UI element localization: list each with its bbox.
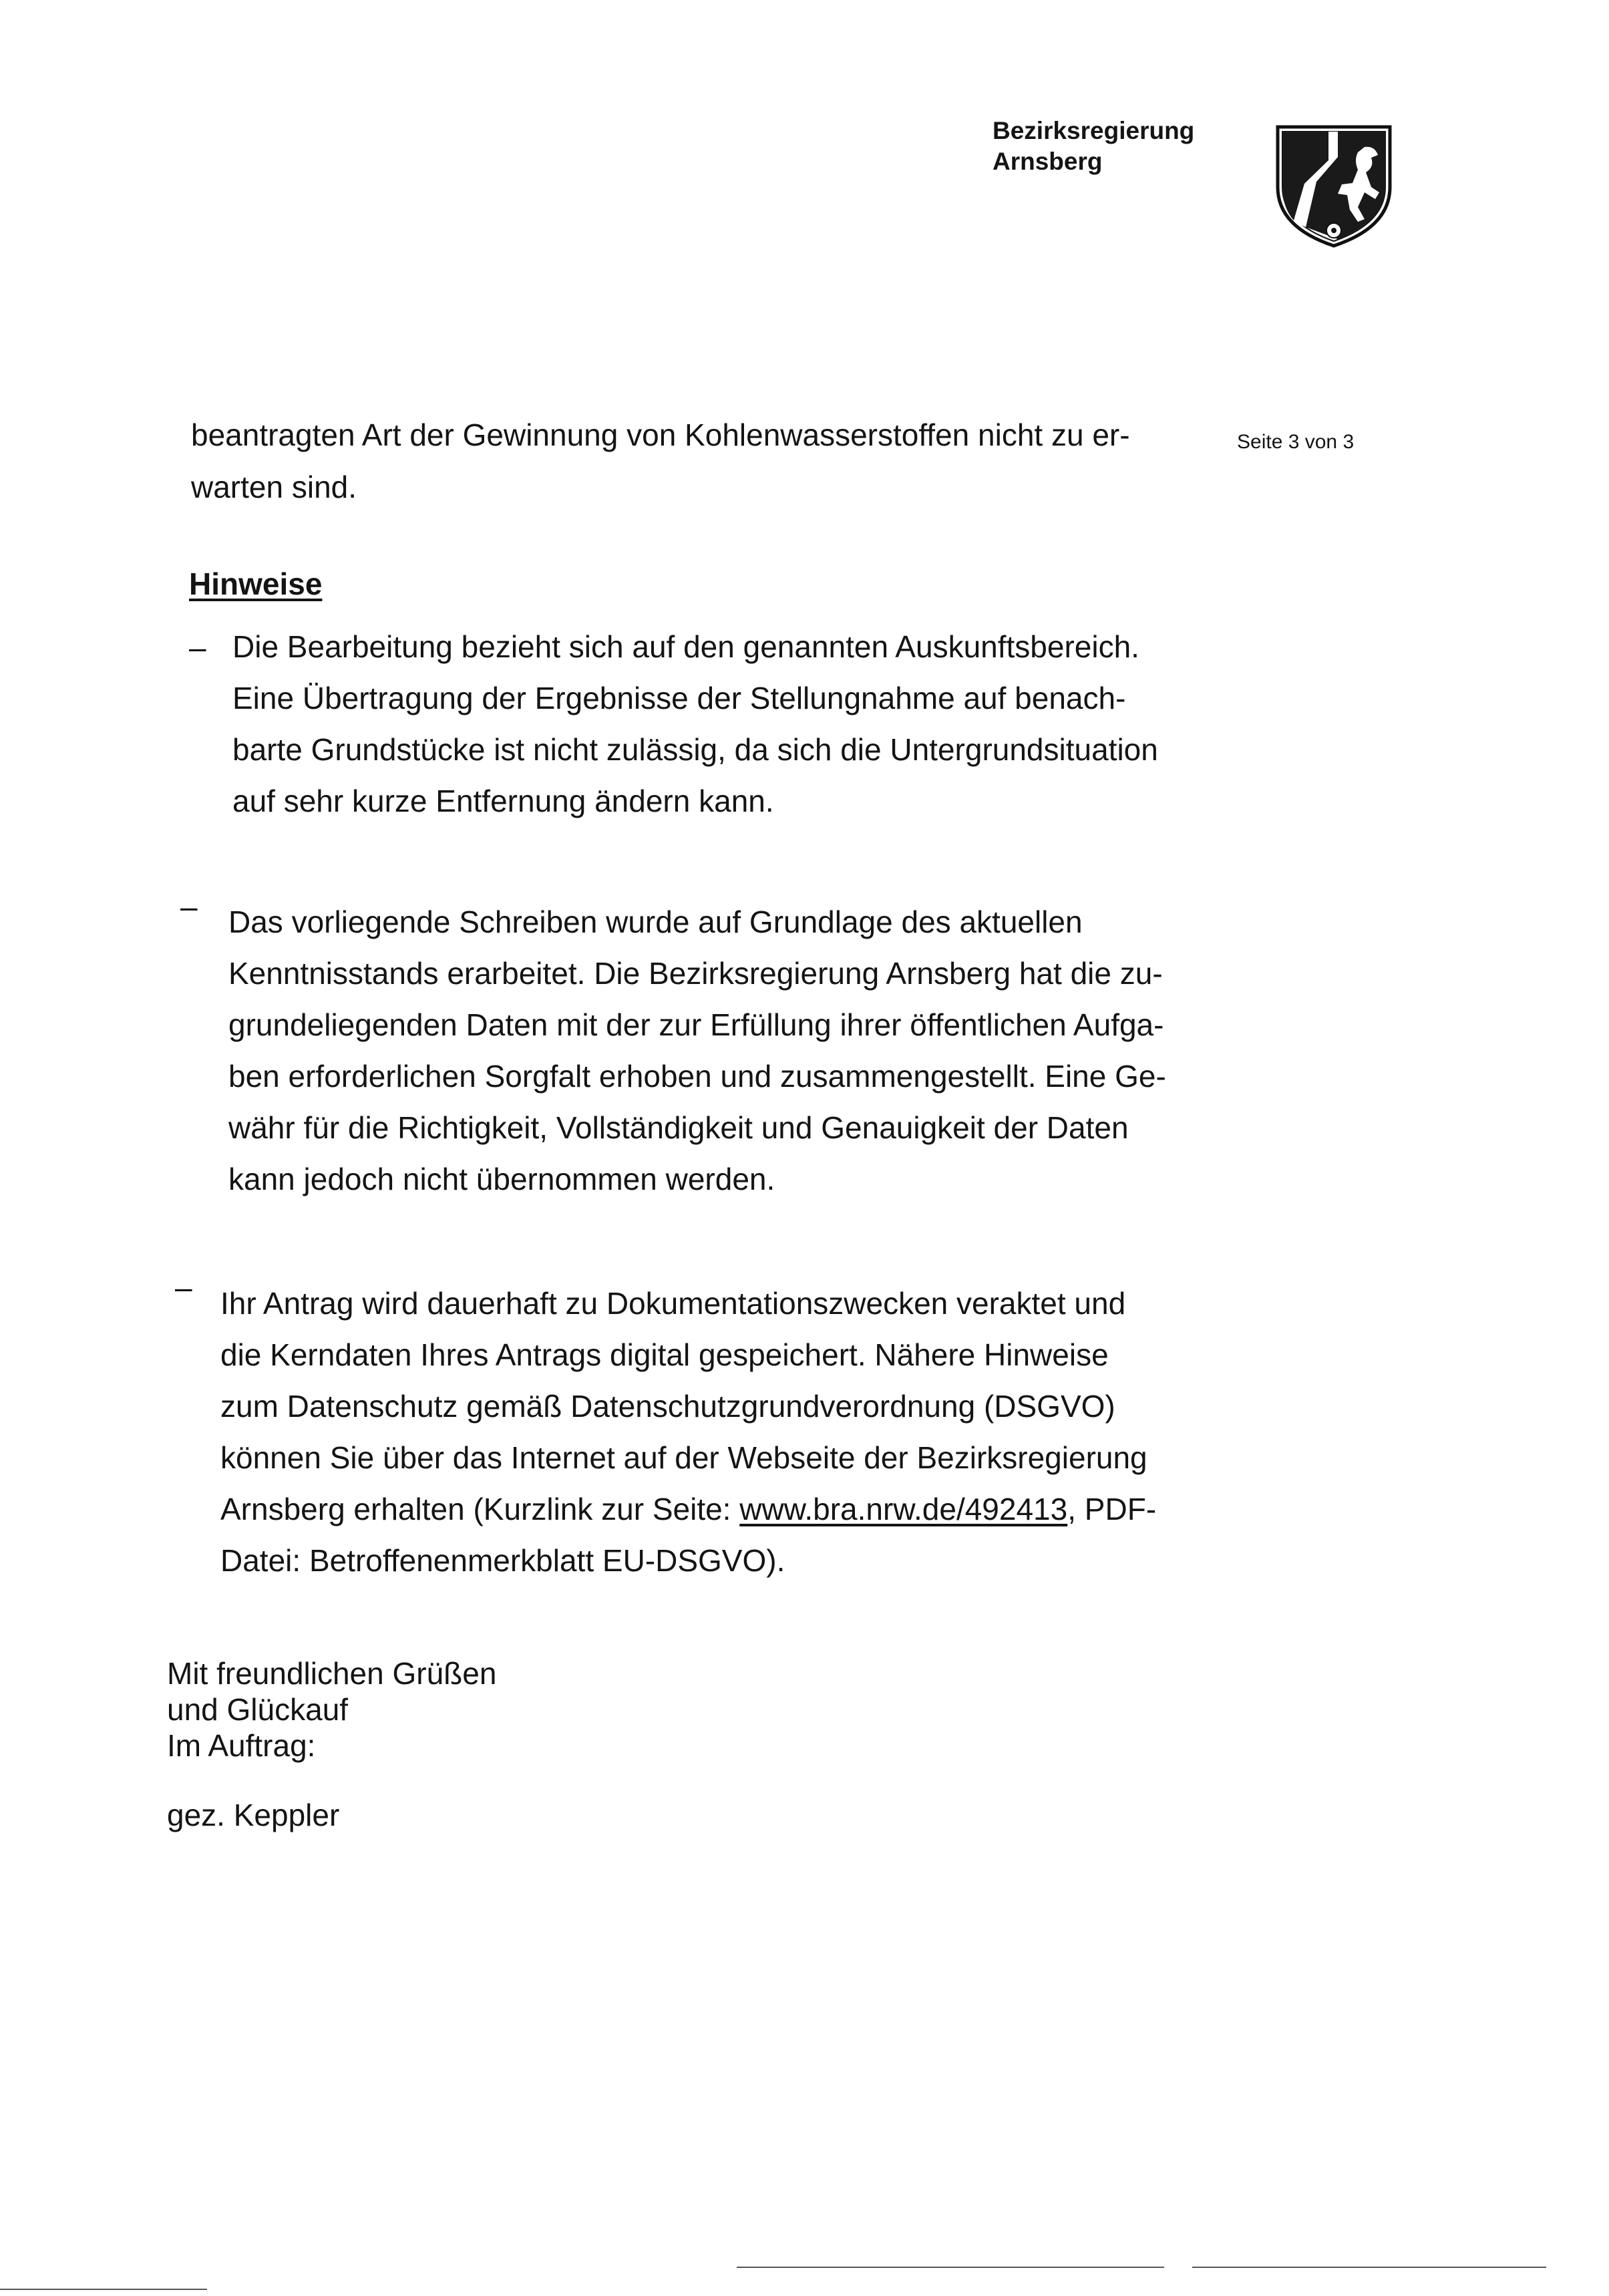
note-line: die Kerndaten Ihres Antrags digital gespeichert. Nähere Hinweise (220, 1337, 1109, 1372)
authority-name-line1: Bezirksregierung (993, 117, 1195, 144)
note-line: Das vorliegende Schreiben wurde auf Grundlage des aktuellen (228, 905, 1083, 939)
bullet-dash: – (189, 630, 206, 665)
authority-name (993, 116, 1194, 177)
bullet-dash: – (175, 1270, 192, 1305)
bullet-dash: – (180, 889, 198, 924)
note-item-1 (232, 621, 1158, 827)
closing-greeting: Mit freundlichen Grüßen (167, 1656, 497, 1691)
link-suffix: , PDF- (1067, 1492, 1157, 1526)
footer-rule (737, 2267, 1164, 2268)
intro-line: warten sind. (191, 470, 357, 504)
authority-name-line2: Arnsberg (993, 148, 1103, 175)
note-line: Datei: Betroffenenmerkblatt EU-DSGVO). (220, 1543, 785, 1578)
intro-line: beantragten Art der Gewinnung von Kohlenwasserstoffen nicht zu er- (191, 418, 1130, 452)
nrw-coat-of-arms-icon (1264, 120, 1403, 251)
note-item-3 (220, 1278, 1156, 1587)
note-line: währ für die Richtigkeit, Vollständigkeit und Genauigkeit der Daten (228, 1110, 1129, 1145)
notes-heading: Hinweise (189, 566, 323, 601)
closing-on-behalf: Im Auftrag: (167, 1728, 316, 1763)
link-prefix: Arnsberg erhalten (Kurzlink zur Seite: (220, 1492, 740, 1526)
note-line: ben erforderlichen Sorgfalt erhoben und zusammengestellt. Eine Ge- (228, 1059, 1166, 1094)
note-line: Kenntnisstands erarbeitet. Die Bezirksregierung Arnsberg hat die zu- (228, 956, 1163, 991)
note-line: Eine Übertragung der Ergebnisse der Stellungnahme auf benach- (232, 681, 1126, 715)
closing-block (167, 1655, 496, 1764)
closing-glueckauf: und Glückauf (167, 1692, 349, 1727)
note-line: Ihr Antrag wird dauerhaft zu Dokumentationszwecken veraktet und (220, 1286, 1126, 1321)
footer-rule (0, 2289, 207, 2290)
note-line: Die Bearbeitung bezieht sich auf den genannten Auskunftsbereich. (232, 629, 1139, 664)
note-line: zum Datenschutz gemäß Datenschutzgrundverordnung (DSGVO) (220, 1389, 1115, 1424)
intro-paragraph (191, 409, 1130, 513)
footer-rule (1192, 2267, 1546, 2268)
note-line: barte Grundstücke ist nicht zulässig, da sich die Untergrundsituation (232, 732, 1158, 767)
note-line: auf sehr kurze Entfernung ändern kann. (232, 784, 774, 818)
note-line: kann jedoch nicht übernommen werden. (228, 1162, 775, 1196)
signature: gez. Keppler (167, 1798, 340, 1832)
note-line: können Sie über das Internet auf der Webseite der Bezirksregierung (220, 1440, 1147, 1475)
privacy-shortlink[interactable]: www.bra.nrw.de/492413 (739, 1492, 1068, 1526)
page-indicator: Seite 3 von 3 (1237, 431, 1355, 453)
note-item-2 (228, 896, 1166, 1205)
note-line-with-link (220, 1484, 1156, 1535)
note-line: grundeliegenden Daten mit der zur Erfüllung ihrer öffentlichen Aufga- (228, 1007, 1164, 1042)
